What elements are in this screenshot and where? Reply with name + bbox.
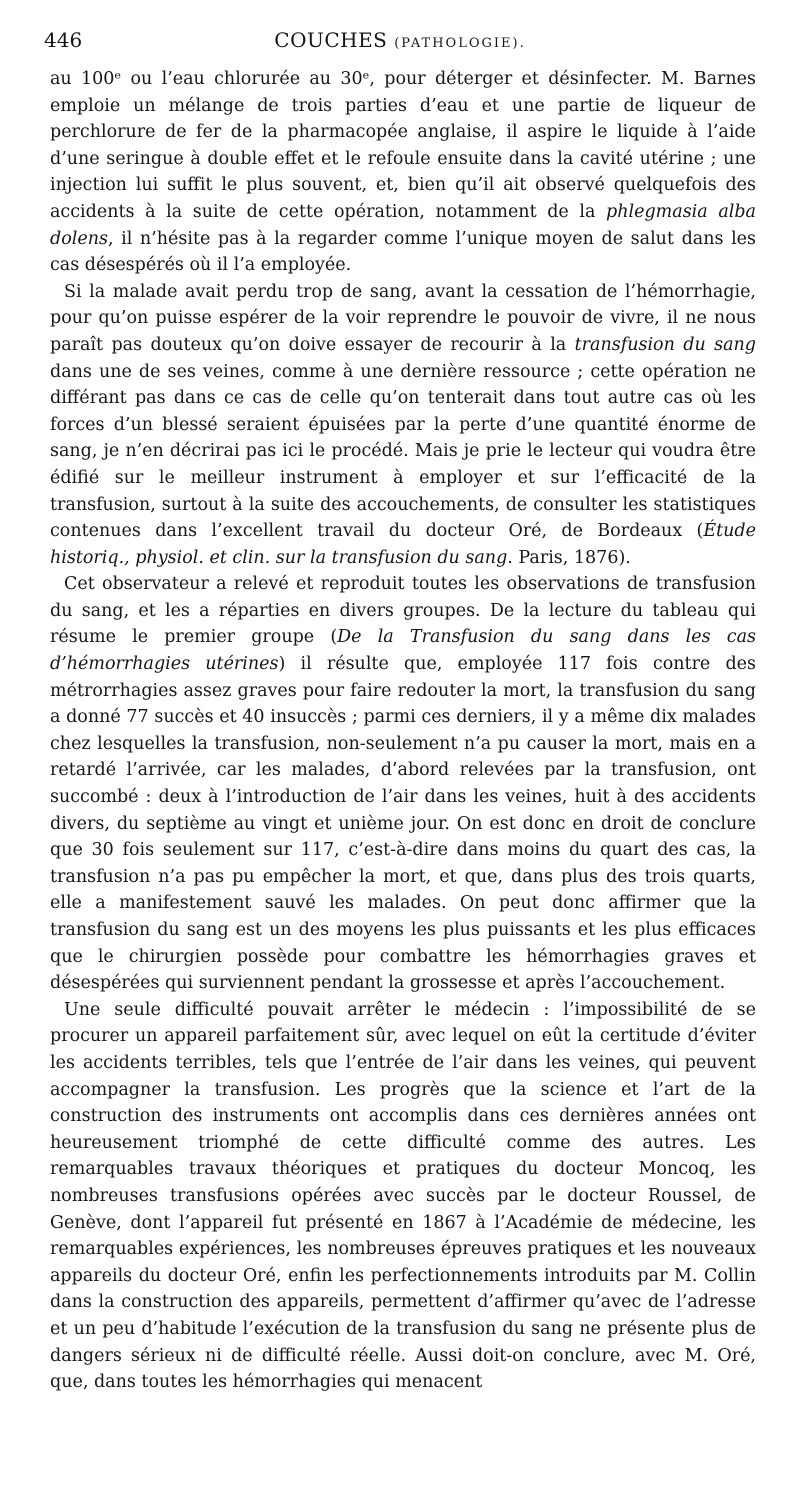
chapter-title: COUCHES [274, 28, 388, 52]
text-run: ) il résulte que, employée 117 fois contre des métrorrhagies assez graves pour faire redouter la mort, la transfusion du sang a donné 77 succès et 40 insuccès ; parmi ces derniers, il y a même dix malades chez lesquelles la transfusion, non-seulement n’a pu causer la mort, mais en a retardé l’arrivée, car les malades, d’abord relevées par la transfusion, ont succombé : deux à l’introduction de l’air dans les veines, huit à des accidents divers, du septième au vingt et unième jour. On est donc en droit de conclure que 30 fois seulement sur 117, c’est-à-dire dans moins du quart des cas, la transfusion n’a pas pu empêcher la mort, et que, dans plus des trois quarts, elle a manifestement sauvé les malades. On peut donc affirmer que la transfusion du sang est un des moyens les plus puissants et les plus efficaces que le chirurgien possède pour combattre les hémorrhagies graves et désespérées qui surviennent pendant la grossesse et après l’accouchement. [50, 654, 757, 994]
italic-text: transfusion du sang [574, 334, 757, 355]
page-number: 446 [44, 28, 83, 52]
text-run: Une seule difficulté pouvait arrêter le médecin : l’impossibilité de se procurer un appareil parfaitement sûr, avec lequel on eût la certitude d’éviter les accidents terribles, tels que l’entrée de l’air dans les veines, qui peuvent accompagner la transfusion. Les progrès que la science et l’art de la construction des instruments ont accomplis dans ces dernières années ont heureusement triomphé de cette difficulté comme des autres. Les remarquables travaux théoriques et pratiques du docteur Moncoq, les nombreuses transfusions opérées avec succès par le docteur Roussel, de Genève, dont l’appareil fut présenté en 1867 à l’Académie de médecine, les remarquables expériences, les nombreuses épreuves pratiques et les nouveaux appareils du docteur Oré, enfin les perfectionnements introduits par M. Collin dans la construction des appareils, permettent d’affirmer qu’avec de l’adresse et un peu d’habitude l’exécution de la transfusion du sang ne présente plus de dangers sérieux ni de difficulté réelle. Aussi doit-on conclure, avec M. Oré, que, dans toutes les hémorrhagies qui menacent [50, 999, 756, 1393]
italic-text: Étude historiq., physiol. et clin. sur la transfusion du sang [50, 521, 756, 568]
text-run: Si la malade avait perdu trop de sang, avant la cessation de l’hémorrhagie, pour qu’on puisse espérer de la voir reprendre le pouvoir de vivre, il ne nous paraît pas douteux qu’on doive essayer de recourir à la [50, 281, 756, 355]
italic-text: phlegmasia alba dolens [50, 201, 756, 249]
text-run: . Paris, 1876). [507, 547, 631, 568]
paragraph-1 [50, 66, 756, 279]
paragraph-4 [50, 997, 756, 1396]
italic-text: De la Transfusion du sang dans les cas d’hémorrhagies utérines [50, 627, 757, 675]
text-run: Cet observateur a relevé et reproduit toutes les observations de transfusion du sang, et les a réparties en divers groupes. De la lecture du tableau qui résume le premier groupe ( [50, 574, 756, 648]
running-header [44, 28, 756, 58]
body-text [50, 66, 756, 1396]
chapter-subtitle: (PATHOLOGIE). [394, 36, 526, 51]
paragraph-2 [50, 279, 756, 572]
running-title [44, 28, 756, 52]
paragraph-3 [50, 571, 756, 997]
text-run: au 100ᵉ ou l’eau chlorurée au 30ᵉ, pour déterger et désinfecter. M. Barnes emploie un mélange de trois parties d’eau et une partie de liqueur de perchlorure de fer de la pharmacopée anglaise, il aspire le liquide à l’aide d’une seringue à double effet et le refoule ensuite dans la cavité utérine ; une injection lui suffit le plus souvent, et, bien qu’il ait observé quelquefois des accidents à la suite de cette opération, notamment de la [50, 69, 756, 222]
text-run: , il n’hésite pas à la regarder comme l’unique moyen de salut dans les cas désespérés où il l’a employée. [50, 228, 756, 276]
text-run: dans une de ses veines, comme à une dernière ressource ; cette opération ne différant pas dans ce cas de celle qu’on tenterait dans tout autre cas où les forces d’un blessé seraient épuisées par la perte d’une quantité énorme de sang, je n’en décrirai pas ici le procédé. Mais je prie le lecteur qui voudra être édifié sur le meilleur instrument à employer et sur l’efficacité de la transfusion, surtout à la suite des accouchements, de consulter les statistiques contenues dans l’excellent travail du docteur Oré, de Bordeaux ( [50, 361, 756, 542]
